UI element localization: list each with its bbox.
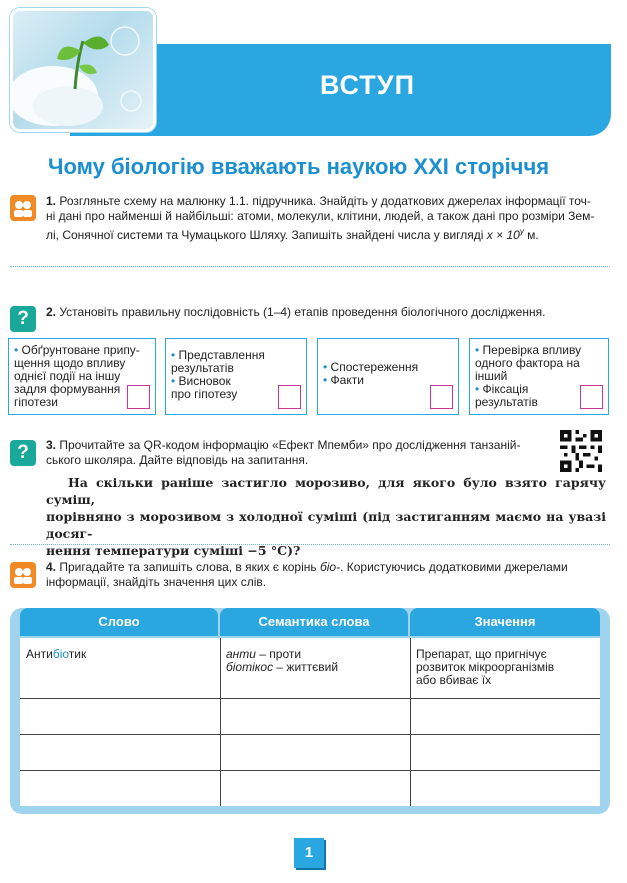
- seedling-in-hand-image: [13, 11, 153, 129]
- table-grid: [20, 638, 600, 806]
- semantics-gloss: – проти: [255, 647, 302, 661]
- page-title: ВСТУП: [320, 70, 415, 100]
- task-2-text: [46, 305, 611, 320]
- task-3-question: [46, 474, 606, 559]
- row-divider: [20, 734, 600, 735]
- question-line: нення температури суміші −5 °С)?: [46, 543, 301, 558]
- card-line: однієї події на іншу: [14, 369, 121, 383]
- task-1-formula: x × 10: [486, 228, 520, 242]
- group-work-icon: [10, 562, 36, 588]
- task-3-line2: ського школяра. Дайте відповідь на запитання.: [46, 453, 309, 467]
- answer-box[interactable]: [127, 385, 150, 409]
- task-2-number: 2.: [46, 305, 57, 319]
- card-line: гіпотези: [14, 395, 58, 409]
- semantics-term: біотікос: [226, 660, 274, 674]
- card-line: Перевірка впливу: [482, 343, 582, 357]
- question-icon: ?: [10, 440, 36, 466]
- qr-code-icon[interactable]: [559, 430, 603, 472]
- semantics-gloss: – життєвий: [273, 660, 339, 674]
- card-line: результатів: [475, 395, 538, 409]
- task-4-number: 4.: [46, 560, 57, 574]
- column-divider: [410, 638, 411, 806]
- section-subtitle: Чому біологію вважають наукою XXI сторіччя: [48, 154, 550, 179]
- header-photo: [10, 8, 156, 132]
- card-line: Факти: [330, 373, 364, 387]
- column-divider: [220, 638, 221, 806]
- column-header-meaning: Значення: [410, 608, 600, 636]
- task-2-instruction: Установіть правильну послідовність (1–4) етапів проведення біологічного дослідження.: [59, 305, 546, 319]
- card-line: результатів: [171, 361, 234, 375]
- task-1-line2: ні дані про найменші й найбільші: атоми, молекули, клітини, людей, а також дані про розміри Зем-: [46, 209, 595, 223]
- question-line: На скільки раніше застигло морозиво, для якого було взято гарячу суміш,: [46, 475, 606, 507]
- task-3-line1: Прочитайте за QR-кодом інформацію «Ефект Мпемби» про дослідження танзаній-: [59, 438, 521, 452]
- stage-card-4: [469, 338, 609, 415]
- words-table: [10, 608, 610, 814]
- card-line: Спостереження: [330, 360, 419, 374]
- task-1-line3-end: м.: [523, 228, 539, 242]
- answer-line: [10, 266, 610, 267]
- table-cell-semantics: [226, 648, 338, 674]
- table-cell-word: [26, 648, 86, 661]
- card-line: щення щодо впливу: [14, 356, 126, 370]
- task-1-formula-exp: y: [519, 227, 524, 236]
- semantics-term: анти: [226, 647, 256, 661]
- task-4-line1b: . Користуючись додатковими джерелами: [340, 560, 568, 574]
- question-icon: ?: [10, 306, 36, 332]
- question-line: порівняно з морозивом з холодної суміші (під застиганням маємо на увазі досяг-: [46, 509, 606, 541]
- stage-card-4-text: • Перевірка впливу одного фактора на інший • Фіксація результатів: [475, 343, 582, 409]
- stage-card-3-text: • Спостереження • Факти: [323, 360, 419, 387]
- card-line: Представлення: [178, 348, 265, 362]
- answer-box[interactable]: [430, 385, 453, 409]
- table-cell-meaning: [416, 648, 554, 687]
- task-4-root: біо-: [319, 560, 341, 574]
- stage-card-1-text: • Обґрунтоване припу- щення щодо впливу однієї події на іншу задля формування гіпотези: [14, 343, 140, 409]
- word-suffix: тик: [68, 647, 87, 661]
- card-line: про гіпотезу: [171, 387, 238, 401]
- group-work-icon: [10, 195, 36, 221]
- stage-card-1: [8, 338, 156, 415]
- task-1-text: [46, 194, 611, 243]
- answer-box[interactable]: [278, 385, 301, 409]
- task-1-number: 1.: [46, 194, 57, 208]
- meaning-line: або вбиває їх: [416, 673, 492, 687]
- row-divider: [20, 770, 600, 771]
- task-4-text: [46, 560, 611, 590]
- answer-line: [10, 544, 610, 545]
- card-line: Обґрунтоване припу-: [21, 343, 140, 357]
- task-3-number: 3.: [46, 438, 57, 452]
- row-divider: [20, 698, 600, 699]
- card-line: одного фактора на: [475, 356, 580, 370]
- card-line: Фіксація: [482, 382, 529, 396]
- answer-box[interactable]: [580, 385, 603, 409]
- task-1-line3: лі, Сонячної системи та Чумацького Шляху. Запишіть знайдені числа у вигляді: [46, 228, 484, 242]
- task-1-line1: Розгляньте схему на малюнку 1.1. підручника. Знайдіть у додаткових джерелах інформації точ-: [59, 194, 591, 208]
- card-line: задля формування: [14, 382, 121, 396]
- task-4-line1a: Пригадайте та запишіть слова, в яких є корінь: [59, 560, 320, 574]
- card-line: Висновок: [178, 374, 231, 388]
- meaning-line: Препарат, що пригнічує: [416, 647, 547, 661]
- column-header-word: Слово: [20, 608, 218, 636]
- meaning-line: розвиток мікроорганізмів: [416, 660, 555, 674]
- word-prefix: Анти: [26, 647, 53, 661]
- stage-card-3: [317, 338, 459, 415]
- stage-card-2-text: • Представлення результатів • Висновок про гіпотезу: [171, 348, 265, 401]
- task-3-text: [46, 438, 551, 468]
- page-number: 1: [294, 838, 324, 868]
- task-4-line2: інформації, знайдіть значення цих слів.: [46, 575, 267, 589]
- word-root: біо: [52, 647, 69, 661]
- column-header-semantics: Семантика слова: [220, 608, 408, 636]
- card-line: інший: [475, 369, 508, 383]
- stage-card-2: [165, 338, 307, 415]
